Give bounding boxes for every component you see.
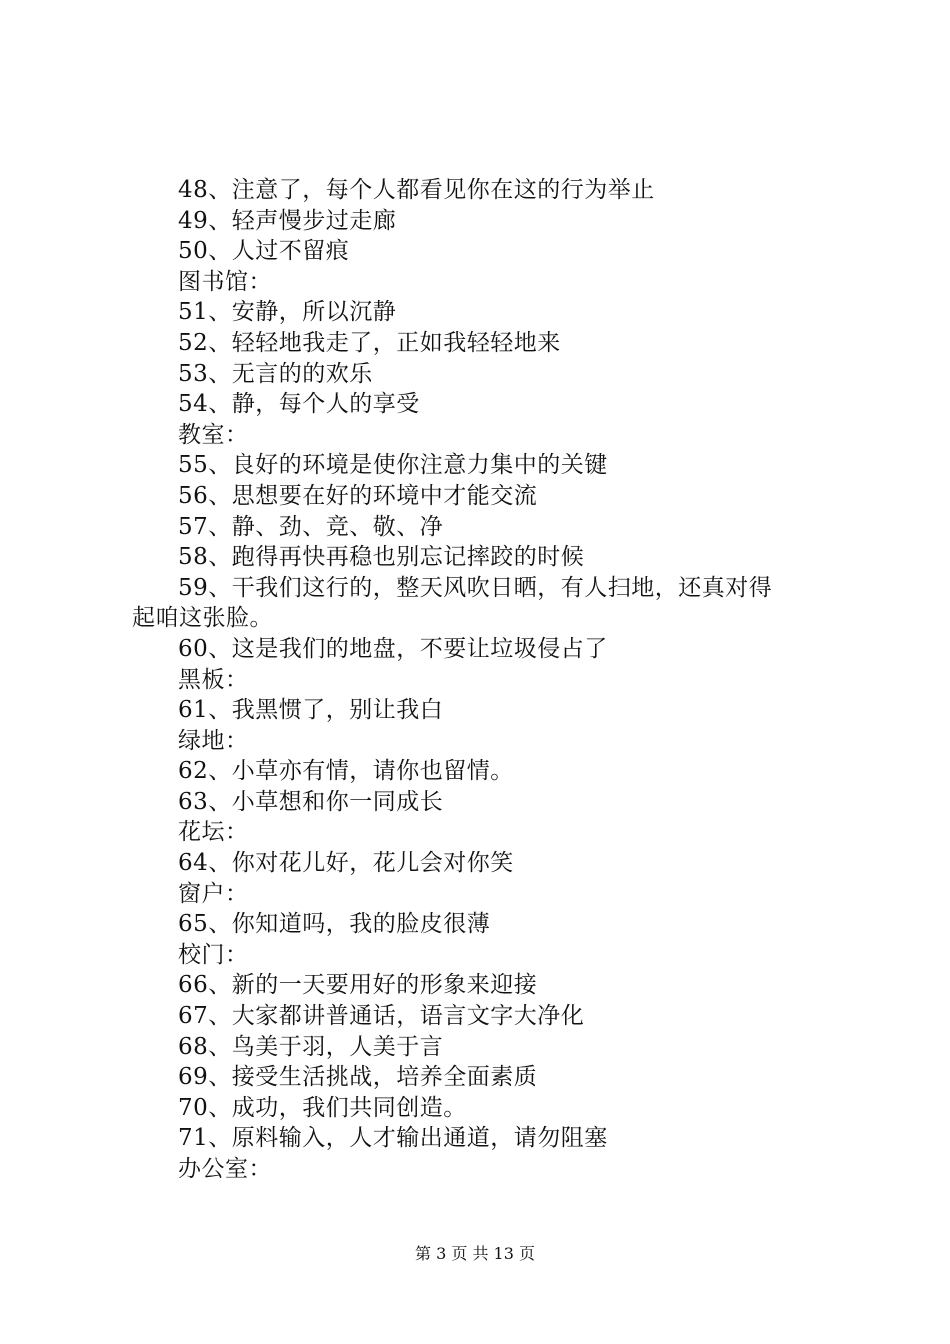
text-line: 69、接受生活挑战，培养全面素质: [178, 1064, 538, 1091]
page-footer: 第 3 页 共 13 页: [415, 1244, 535, 1263]
text-line: 54、静，每个人的享受: [178, 391, 420, 418]
text-line: 70、成功，我们共同创造。: [178, 1094, 467, 1121]
text-line: 49、轻声慢步过走廊: [178, 207, 397, 234]
text-line: 58、跑得再快再稳也别忘记摔跤的时候: [178, 544, 585, 571]
section-heading: 绿地：: [178, 727, 249, 754]
text-line: 62、小草亦有情，请你也留情。: [178, 758, 514, 785]
text-line: 65、你知道吗，我的脸皮很薄: [178, 911, 491, 938]
section-heading: 教室：: [178, 421, 249, 448]
section-heading: 图书馆：: [178, 268, 272, 295]
page-body: [132, 175, 832, 1185]
section-heading: 窗户：: [178, 880, 249, 907]
text-line: 55、良好的环境是使你注意力集中的关键: [178, 452, 608, 479]
text-line: 52、轻轻地我走了，正如我轻轻地来: [178, 329, 561, 356]
section-heading: 花坛：: [178, 819, 249, 846]
text-line: 50、人过不留痕: [178, 238, 350, 265]
text-line: 68、鸟美于羽，人美于言: [178, 1033, 444, 1060]
text-line: 51、安静，所以沉静: [178, 299, 397, 326]
text-line: 71、原料输入，人才输出通道，请勿阻塞: [178, 1125, 608, 1152]
text-line: 63、小草想和你一同成长: [178, 788, 444, 815]
section-heading: 办公室：: [178, 1156, 272, 1182]
text-line: 48、注意了，每个人都看见你在这的行为举止: [178, 177, 655, 203]
text-line: 57、静、劲、竞、敬、净: [178, 513, 444, 540]
text-line: 64、你对花儿好，花儿会对你笑: [178, 850, 514, 877]
text-line: 56、思想要在好的环境中才能交流: [178, 482, 538, 509]
section-heading: 黑板：: [178, 666, 249, 693]
text-line: 59、干我们这行的，整天风吹日晒，有人扫地，还真对得: [178, 574, 773, 601]
text-line: 66、新的一天要用好的形象来迎接: [178, 972, 538, 999]
text-line: 67、大家都讲普通话，语言文字大净化: [178, 1003, 585, 1030]
text-line-continuation: 起咱这张脸。: [132, 605, 273, 632]
section-heading: 校门：: [178, 941, 249, 968]
text-line: 53、无言的的欢乐: [178, 360, 373, 387]
text-line: 61、我黑惯了，别让我白: [178, 697, 444, 724]
text-line: 60、这是我们的地盘，不要让垃圾侵占了: [178, 635, 608, 662]
